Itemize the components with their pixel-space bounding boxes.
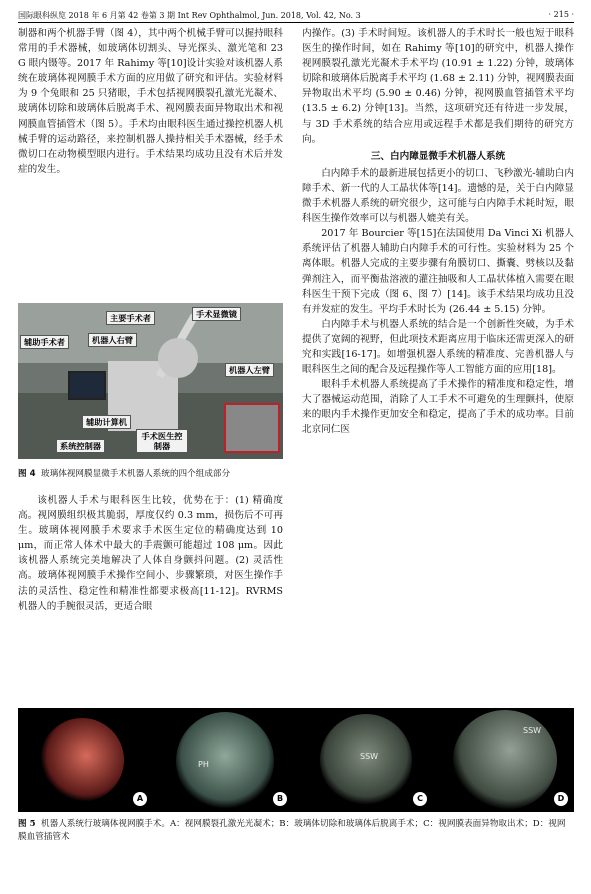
label-main-surgeon: 主要手术者 [106, 311, 155, 325]
label-assistant: 辅助手术者 [20, 335, 69, 349]
caption-text: 机器人系统行玻璃体视网膜手术。A：视网膜裂孔激光光凝术；B：玻璃体切除和玻璃体后脱离手术；C：视网膜表面异物取出术；D：视网膜血管插管术 [18, 819, 566, 842]
panel-letter: B [273, 792, 287, 806]
figure-4-photo [18, 303, 283, 459]
figure-5-panel-c: SSW C [298, 708, 433, 812]
page-number: · 215 · [548, 10, 574, 19]
header-rule [18, 22, 574, 23]
figure-5-panel-d: SSW D [439, 708, 574, 812]
body-paragraph: 眼科手术机器人系统提高了手术操作的精准度和稳定性，增大了器械运动范围，消除了人工手术不可避免的生理颤抖，使原来的眼内手术操作更加安全和稳定，提高了手术的成功率。目前北京同仁医 [302, 379, 574, 436]
figure-5-panel-a [18, 708, 153, 812]
journal-header: 国际眼科纵览 2018 年 6 月第 42 卷第 3 期 Int Rev Ophthalmol, Jun. 2018, Vol. 42, No. 3 [18, 11, 361, 20]
panel-letter: D [554, 792, 568, 806]
section-heading: 三、白内障显微手术机器人系统 [370, 150, 506, 162]
body-paragraph: 白内障手术与机器人系统的结合是一个创新性突破，为手术提供了宽阔的视野，但此项技术距离应用于临床还需更深入的研究和实践[16-17]。如增强机器人系统的精准度、完善机器人与眼科医生之间的配合及远程操作等人工智能方面的应用[18]。 [302, 318, 574, 376]
caption-label: 图 5 [18, 819, 36, 829]
figure-5-caption [18, 818, 574, 844]
left-column-bottom [18, 493, 283, 614]
inset-highlight [224, 403, 280, 453]
body-paragraph: 该机器人手术与眼科医生比较，优势在于：(1) 精确度高。视网膜组织极其脆弱，厚度仅约 0.3 mm，损伤后不可再生。玻璃体视网膜手术要求手术医生定位的精确度达到 10 μm，而正常人体术中最大的手震颤可能超过 108 μm。因此该机器人系统完美地解决了人体自身颤抖问题。(2) 灵活性高。玻璃体视网膜手术操作空间小、步骤繁琐，对医生操作手法的灵活性、稳定性和精准性都要求极高[11-12]。RVRMS 机器人的手腕很灵活，更适合眼 [18, 495, 283, 612]
figure-5-panels [18, 708, 574, 812]
label-surgeon-controller: 手术医生控制器 [136, 429, 188, 453]
label-left-arm: 机器人左臂 [225, 363, 274, 377]
body-paragraph: 制器和两个机器手臂（图 4），其中两个机械手臂可以握持眼科常用的手术器械，如玻璃体切割头、导光探头、激光笔和 23 G 眼内镊等。2017 年 Rahimy 等[10]设计实验对该机器人系统在玻璃体视网膜手术方面的应用做了研究和评估。实验材料为 9 个兔眼和 25 只猪眼，手术包括视网膜裂孔激光光凝术、玻璃体切除和玻璃体后脱离手术、视网膜表面异物取出术和视网膜血管插管术（图 5）。手术均由眼科医生通过操控机器人机械手臂的运动路径，来控制机器人操持相关手术器械，经手术微切口在动物模型眼内进行。手术结果均成功且没有术后并发症的发生。 [18, 28, 283, 175]
body-paragraph: 2017 年 Bourcier 等[15]在法国使用 Da Vinci Xi 机器人系统评估了机器人辅助白内障手术的可行性。实验材料为 25 个离体眼。机器人完成的主要步骤有角膜切口、撕囊、劈核以及黏弹剂注入，而平衡盐溶液的灌注抽吸和人工晶状体植入需要在眼科医生干预下完成（图 6、图 7）[14]。该手术结果均成功且没有并发症的发生。平均手术时长为 (26.44 ± 5.15) 分钟。 [302, 228, 574, 315]
panel-letter: C [413, 792, 427, 806]
body-paragraph: 白内障手术的最新进展包括更小的切口、飞秒激光-辅助白内障手术、新一代的人工晶状体等[14]。遗憾的是，关于白内障显微手术机器人系统的研究很少，这可能与白内障手术耗时短，眼科医生操作效率可以与机器人媲美有关。 [302, 167, 574, 225]
figure-4-caption [18, 468, 283, 480]
monitor-graphic [68, 371, 106, 400]
label-computer: 辅助计算机 [82, 415, 131, 429]
label-right-arm: 机器人右臂 [88, 333, 137, 347]
figure-5-panel-b: PH B [158, 708, 293, 812]
left-column-top [18, 26, 283, 177]
microscope-graphic [158, 338, 198, 378]
right-column [302, 26, 574, 438]
label-system-controller: 系统控制器 [56, 439, 105, 453]
body-paragraph: 内操作。(3) 手术时间短。该机器人的手术时长一般也短于眼科医生的操作时间，如在 Rahimy 等[10]的研究中，机器人操作视网膜裂孔激光光凝术手术平均 (10.91 ± 1.22) 分钟，玻璃体切除和玻璃体后脱离手术平均 (1.68 ± 2.11) 分钟，视网膜表面异物取出术平均 (5.90 ± 0.46) 分钟，视网膜血管插管术平均 (13.5 ± 6.2) 分钟[13]。当然，这项研究还有待进一步发展，与 3D 手术系统的结合应用或远程手术都是我们期待的研究方向。 [302, 28, 574, 145]
panel-letter: A [133, 792, 147, 806]
label-microscope: 手术显微镜 [192, 307, 241, 321]
running-header [18, 8, 574, 22]
caption-label: 图 4 [18, 469, 36, 479]
caption-text: 玻璃体视网膜显微手术机器人系统的四个组成部分 [41, 469, 231, 479]
